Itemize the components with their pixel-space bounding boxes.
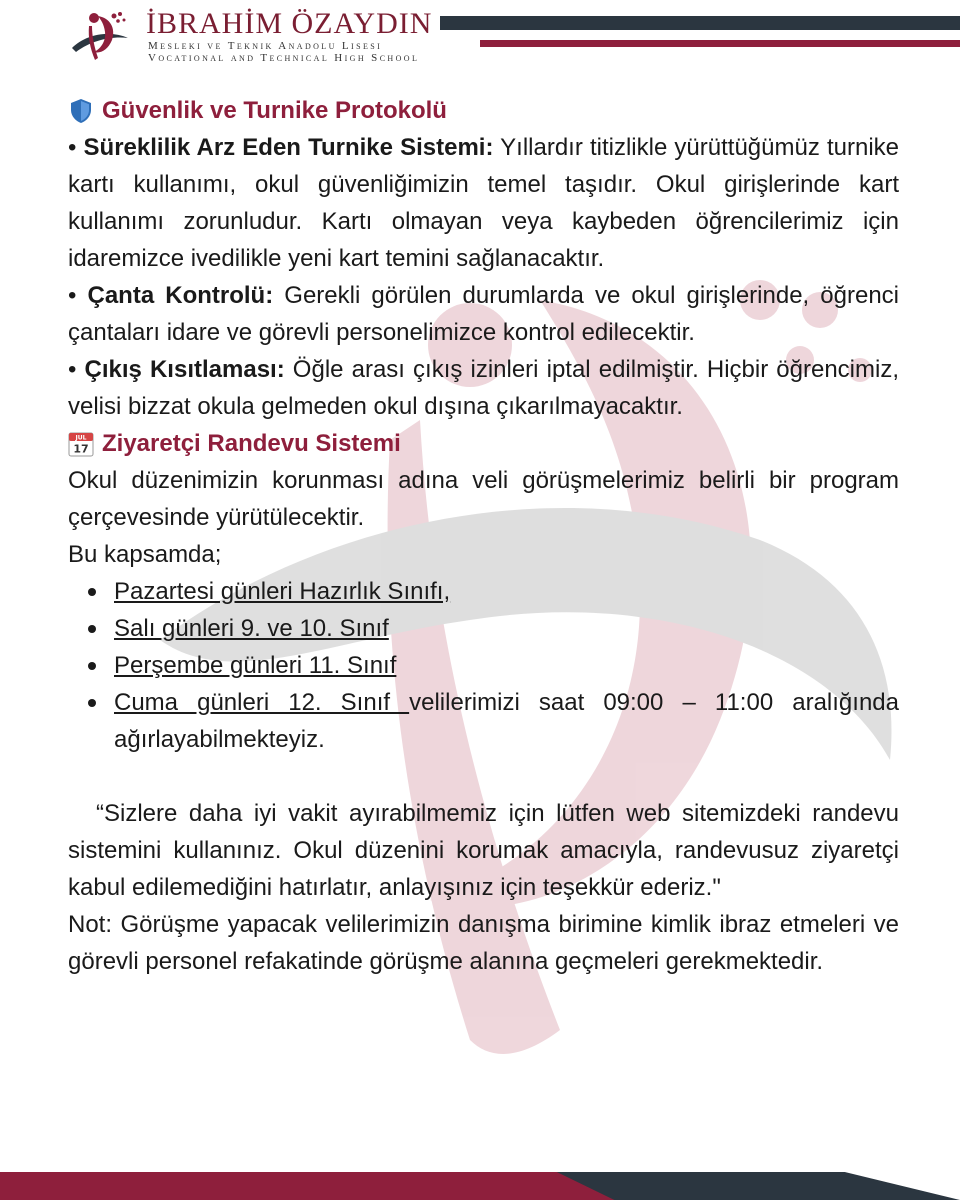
security-item-turnstile: • Süreklilik Arz Eden Turnike Sistemi: Yıllardır titizlikle yürüttüğümüz turnike kartı kullanımı, okul güvenliğimizin temel taşıdır. Okul girişlerinde kart kullanımı zorunludur. Kartı olmayan veya kaybeden öğrencilerimiz için idaremizce ivedilikle yeni kart temini sağlanacaktır. xyxy=(68,134,899,272)
security-item-exit-restriction: • Çıkış Kısıtlaması: Öğle arası çıkış izinleri iptal edilmiştir. Hiçbir öğrencimiz, velisi bizzat okula gelmeden okul dışına çıkarılmayacaktır. xyxy=(68,356,900,420)
school-logo-icon xyxy=(68,8,132,62)
item-label: Süreklilik Arz Eden Turnike Sistemi: xyxy=(83,134,494,161)
calendar-day: 17 xyxy=(73,442,89,455)
calendar-icon xyxy=(68,431,94,457)
calendar-month: JUL xyxy=(75,434,87,442)
visitor-title-text: Ziyaretçi Randevu Sistemi xyxy=(102,430,401,457)
security-item-bag-check: • Çanta Kontrolü: Gerekli görülen durumlarda ve okul girişlerinde, öğrenci çantaları idare ve görevli personelimizce kontrol edilecektir. xyxy=(68,282,899,346)
page-header xyxy=(0,0,960,80)
visitor-section-title xyxy=(68,425,899,462)
visitor-note: Not: Görüşme yapacak velilerimizin danışma birimine kimlik ibraz etmeleri ve görevli personel refakatinde görüşme alanına geçmeleri gerekmektedir. xyxy=(68,911,899,975)
announcement-body xyxy=(68,92,899,980)
visitor-quote: “Sizlere daha iyi vakit ayırabilmemiz için lütfen web sitemizdeki randevu sistemini kullanınız. Okul düzenini korumak amacıyla, randevusuz ziyaretçi kabul edilemediğini hatırlatır, anlayışınız için teşekkür ederiz." xyxy=(68,800,899,901)
list-item: Pazartesi günleri Hazırlık Sınıfı, xyxy=(88,573,899,610)
school-name: İBRAHİM ÖZAYDIN xyxy=(146,7,433,40)
header-bar-red xyxy=(480,40,960,47)
visitor-scope: Bu kapsamda; xyxy=(68,541,222,568)
item-label: Çıkış Kısıtlaması: xyxy=(84,356,285,383)
shield-icon xyxy=(68,98,94,124)
schedule-list xyxy=(68,573,899,758)
item-text: Yıllardır titizlikle yürüttüğümüz turnike kartı kullanımı, okul güvenliğimizin temel taşıdır. Okul girişlerinde kart kullanımı zorunludur. Kartı olmayan veya kaybeden öğrencilerimiz için idaremizce ivedilikle yeni kart temini sağlanacaktır. xyxy=(68,134,899,272)
list-item: Cuma günleri 12. Sınıf velilerimizi saat 09:00 – 11:00 aralığında ağırlayabilmekteyiz. xyxy=(88,684,899,758)
list-item: Salı günleri 9. ve 10. Sınıf xyxy=(88,610,899,647)
visitor-intro: Okul düzenimizin korunması adına veli görüşmelerimiz belirli bir program çerçevesinde yürütülecektir. xyxy=(68,467,899,531)
list-item: Perşembe günleri 11. Sınıf xyxy=(88,647,899,684)
security-title-text: Güvenlik ve Turnike Protokolü xyxy=(102,97,447,124)
item-text: Öğle arası çıkış izinleri iptal edilmiştir. Hiçbir öğrencimiz, velisi bizzat okula gelmeden okul dışına çıkarılmayacaktır. xyxy=(68,356,900,420)
item-label: Çanta Kontrolü: xyxy=(87,282,274,309)
item-text: Gerekli görülen durumlarda ve okul girişlerinde, öğrenci çantaları idare ve görevli personelimizce kontrol edilecektir. xyxy=(68,282,899,346)
school-subtitle-tr: Mesleki ve Teknik Anadolu Lisesi xyxy=(148,40,383,52)
header-bar-dark xyxy=(440,16,960,30)
security-section-title xyxy=(68,92,899,129)
school-subtitle-en: Vocational and Technical High School xyxy=(148,52,420,64)
